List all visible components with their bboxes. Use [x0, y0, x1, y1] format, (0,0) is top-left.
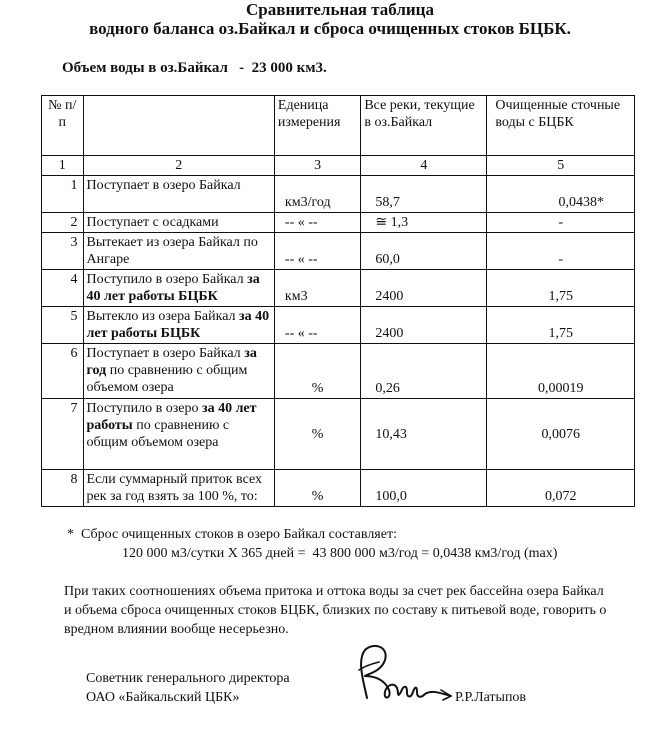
row-treated-value: 0,00019 — [487, 344, 635, 399]
row-description: Поступает в озеро Байкал — [83, 176, 274, 213]
document-title-line2: водного баланса оз.Байкал и сброса очищенных стоков БЦБК. — [89, 19, 571, 38]
col-number: 3 — [274, 156, 360, 176]
row-rivers-value: 100,0 — [361, 470, 487, 507]
row-description: Если суммарный приток всех рек за год взять за 100 %, то: — [83, 470, 274, 507]
row-unit: % — [274, 344, 360, 399]
row-unit: -- « -- — [274, 233, 360, 270]
row-description: Поступает в озеро Байкал за год по сравнению с общим объемом озера — [83, 344, 274, 399]
paragraph-line: вредном влиянии вообще несерьезно. — [64, 622, 289, 637]
col-number: 1 — [42, 156, 84, 176]
row-unit: км3 — [274, 270, 360, 307]
row-rivers-value: 58,7 — [361, 176, 487, 213]
row-rivers-value: 2400 — [361, 270, 487, 307]
signatory-name: Р.Р.Латыпов — [455, 690, 527, 705]
table-header-row — [42, 96, 635, 156]
lake-volume-note: Объем воды в оз.Байкал - 23 000 км3. — [62, 60, 327, 76]
footnote-line1: * Сброс очищенных стоков в озеро Байкал составляет: — [67, 527, 397, 542]
document-title-line1: Сравнительная таблица — [246, 0, 434, 19]
row-description: Вытекает из озера Байкал по Ангаре — [83, 233, 274, 270]
conclusion-paragraph — [64, 582, 660, 639]
row-treated-value: 1,75 — [487, 270, 635, 307]
row-treated-value: - — [487, 233, 635, 270]
paragraph-line: При таких соотношениях объема притока и оттока воды за счет рек бассейна озера Байкал — [64, 584, 604, 599]
row-treated-value: 0,0076 — [487, 399, 635, 470]
handwritten-signature — [345, 640, 455, 710]
row-treated-value: 1,75 — [487, 307, 635, 344]
table-row — [42, 270, 635, 307]
row-number: 6 — [42, 344, 84, 399]
row-description: Вытекло из озера Байкал за 40 лет работы БЦБК — [83, 307, 274, 344]
col-number: 2 — [83, 156, 274, 176]
signatory-position-line: Советник генерального директора — [86, 671, 290, 686]
table-row — [42, 307, 635, 344]
row-rivers-value: ≅ 1,3 — [361, 213, 487, 233]
row-description: Поступило в озеро Байкал за 40 лет работы БЦБК — [83, 270, 274, 307]
row-unit: км3/год — [274, 176, 360, 213]
column-number-row — [42, 156, 635, 176]
paragraph-line: и объема сброса очищенных стоков БЦБК, близких по составу к питьевой воде, говорить о — [64, 603, 607, 618]
water-balance-table — [41, 95, 635, 507]
header-rivers: Все реки, текущие в оз.Байкал — [361, 96, 487, 156]
row-description: Поступило в озеро за 40 лет работы по сравнению с общим объемом озера — [83, 399, 274, 470]
row-unit: % — [274, 470, 360, 507]
header-treated: Очищенные сточные воды с БЦБК — [487, 96, 635, 156]
row-number: 1 — [42, 176, 84, 213]
row-rivers-value: 2400 — [361, 307, 487, 344]
col-number: 5 — [487, 156, 635, 176]
row-number: 8 — [42, 470, 84, 507]
footnote-calculation: 120 000 м3/сутки Х 365 дней = 43 800 000 м3/год = 0,0438 км3/год (max) — [122, 546, 558, 561]
table-row — [42, 399, 635, 470]
row-rivers-value: 60,0 — [361, 233, 487, 270]
row-unit: -- « -- — [274, 213, 360, 233]
row-unit: -- « -- — [274, 307, 360, 344]
row-unit: % — [274, 399, 360, 470]
signatory-position — [86, 669, 290, 707]
col-number: 4 — [361, 156, 487, 176]
row-treated-value: - — [487, 213, 635, 233]
table-row — [42, 344, 635, 399]
header-num: № п/п — [42, 96, 84, 156]
table-row — [42, 176, 635, 213]
row-description: Поступает с осадками — [83, 213, 274, 233]
row-rivers-value: 0,26 — [361, 344, 487, 399]
row-treated-value: 0,072 — [487, 470, 635, 507]
row-number: 3 — [42, 233, 84, 270]
row-number: 2 — [42, 213, 84, 233]
row-rivers-value: 10,43 — [361, 399, 487, 470]
table-row — [42, 470, 635, 507]
table-row — [42, 213, 635, 233]
signatory-position-line: ОАО «Байкальский ЦБК» — [86, 690, 240, 705]
row-treated-value: 0,0438* — [487, 176, 635, 213]
row-number: 5 — [42, 307, 84, 344]
header-desc — [83, 96, 274, 156]
header-unit: Еденица измерения — [274, 96, 360, 156]
row-number: 4 — [42, 270, 84, 307]
row-number: 7 — [42, 399, 84, 470]
table-row — [42, 233, 635, 270]
